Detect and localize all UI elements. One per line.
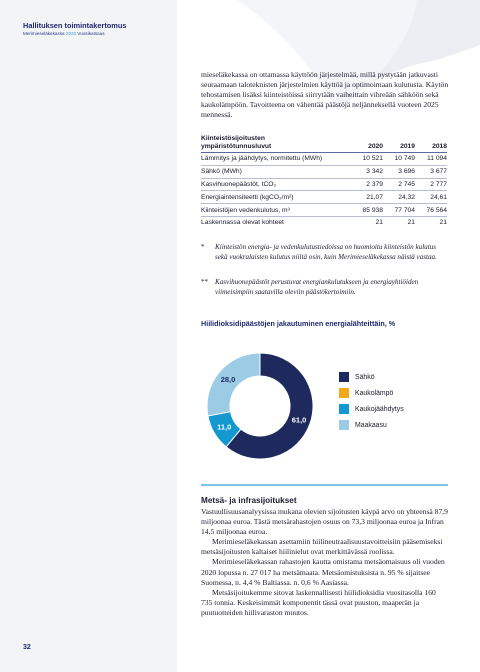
row-label: Energiaintensiteetti (kgCO₂/m²) [201, 191, 347, 204]
row-value: 2 745 [383, 178, 415, 191]
subtitle-year: 2020 [65, 31, 77, 36]
intro-paragraph: mieseläkekassa on ottamassa käyttöön järjestelmää, millä pystytään jatkuvasti seuraamaan taloteknisten järjestelmien käyttöä ja optimoimaan kulutusta. Käytön tehostamisen lisäksi kiinteistöissä siirrytään vaiheittain vihreään sähköön sekä kaukolämpöön. Tavoitteena on vähentää päästöjä neljänneksellä vuoteen 2025 mennessä. [201, 70, 449, 120]
section-body [201, 507, 449, 618]
row-value: 21 [407, 219, 415, 227]
legend-label: Kaukolämpö [355, 389, 394, 397]
table-row [201, 178, 447, 191]
donut-value-label: 11,0 [217, 422, 232, 432]
sidebar-panel [0, 0, 177, 672]
table-row [201, 191, 447, 204]
table-year-header: 2020 [347, 135, 383, 153]
row-value: 21 [375, 219, 383, 227]
report-subtitle [23, 31, 105, 36]
legend-item [339, 404, 404, 414]
row-label: Kiinteistöjen vedenkulutus, m³ [201, 204, 347, 217]
subtitle-document: Vuosikatsaus [77, 31, 105, 36]
legend-item [339, 388, 393, 398]
legend-label: Kaukojäähdytys [355, 405, 404, 413]
row-value: 11 094 [415, 153, 447, 166]
donut-chart [190, 336, 330, 476]
legend-swatch [339, 372, 349, 382]
footnote-text: Kasvihuonepäästöt perustuvat energiankulutukseen ja energiayhtiöiden viimeisimpiin saatavilla oleviin päästökertoimiin. [215, 278, 419, 296]
row-value: 85 938 [347, 204, 383, 217]
donut-slice-4 [207, 353, 260, 416]
legend-swatch [339, 388, 349, 398]
section-divider [201, 484, 448, 486]
row-value: 24,61 [415, 191, 447, 204]
row-value: 3 677 [415, 165, 447, 178]
section-paragraph: Merimieseläkekassan rahastojen kautta omistama metsäomaisuus oli vuoden 2020 lopussa n. 27 017 ha metsämaata. Metsäomistuksista n. 95 % sijaitsee Suomessa, n. 4,4 % Baltiassa. n. 0,6 % Aasiassa. [201, 557, 445, 587]
section-paragraph: Vastuullisuusanalyysissa mukana olevien sijoitusten käypä arvo on yhteensä 87,9 miljoonaa euroa. Tästä metsärahastojen osuus on 73,3 miljoonaa euroa ja Infran 14,5 miljoonaa euroa. [201, 507, 448, 537]
row-value: 3 342 [347, 165, 383, 178]
row-value: 21 [439, 219, 447, 227]
row-value: 2 777 [415, 178, 447, 191]
environment-metrics-table [201, 135, 447, 229]
table-row [201, 216, 447, 228]
table-row [201, 204, 447, 217]
donut-value-label: 61,0 [291, 415, 307, 425]
row-value: 2 379 [347, 178, 383, 191]
table-year-header: 2019 [383, 135, 415, 153]
table-row [201, 153, 447, 166]
donut-value-label: 28,0 [220, 375, 236, 385]
row-label: Laskennassa olevat kohteet [201, 219, 284, 227]
section-paragraph: Metsäsijoitukemme sitovat laskennallisesti hiilidioksidia vuositasolla 160 735 tonnia. Keskeisimmät komponentit tässä ovat puuston, maaperän ja puutuotteiden hiilivaraston muutos. [201, 587, 436, 617]
legend-label: Maakaasu [355, 421, 387, 429]
footnote-text: Kiinteistön energia- ja vedenkulutustiedoissa on huomioitu kiinteistön kulutus sekä vuokralaisten kulutus niiltä osin, kuin Merimieseläkekassa näistä vastaa. [215, 243, 437, 261]
table-header-label: Kiinteistösijoitusten ympäristötunnusluvut [201, 135, 347, 153]
legend-item [339, 372, 375, 382]
legend-label: Sähkö [355, 373, 375, 381]
row-value: 24,32 [383, 191, 415, 204]
table-row [201, 165, 447, 178]
row-value: 3 696 [383, 165, 415, 178]
subtitle-organization: Merimieseläkekassa [23, 31, 65, 36]
table-year-header: 2018 [415, 135, 447, 153]
footnote-marker: * [201, 243, 205, 251]
legend-item [339, 420, 387, 430]
row-value: 77 704 [383, 204, 415, 217]
page-number: 32 [23, 644, 31, 651]
legend-swatch [339, 420, 349, 430]
row-label: Kasvihuonepäästöt, tCO₂ [201, 178, 347, 191]
row-label: Sähkö (MWh) [201, 165, 347, 178]
row-label: Lämmitys ja jäähdytys, normitettu (MWh) [201, 153, 347, 166]
row-value: 76 564 [415, 204, 447, 217]
legend-swatch [339, 404, 349, 414]
row-value: 10 749 [383, 153, 415, 166]
footnote-marker: ** [201, 278, 209, 286]
chart-title: Hiilidioksidipäästöjen jakautuminen energialähteittäin, % [201, 319, 396, 328]
row-value: 21,07 [347, 191, 383, 204]
row-value: 10 521 [347, 153, 383, 166]
section-heading: Metsä- ja infrasijoitukset [201, 496, 297, 505]
report-section-title: Hallituksen toimintakertomus [23, 21, 127, 30]
table-header-row [201, 135, 447, 153]
section-paragraph: Merimieseläkekassan asettamiin hiilineutraalisuustavoitteisiin pääsemiseksi metsäsijoitusten kaltaiset hiilinielut ovat merkittävässä roolissa. [201, 537, 443, 557]
